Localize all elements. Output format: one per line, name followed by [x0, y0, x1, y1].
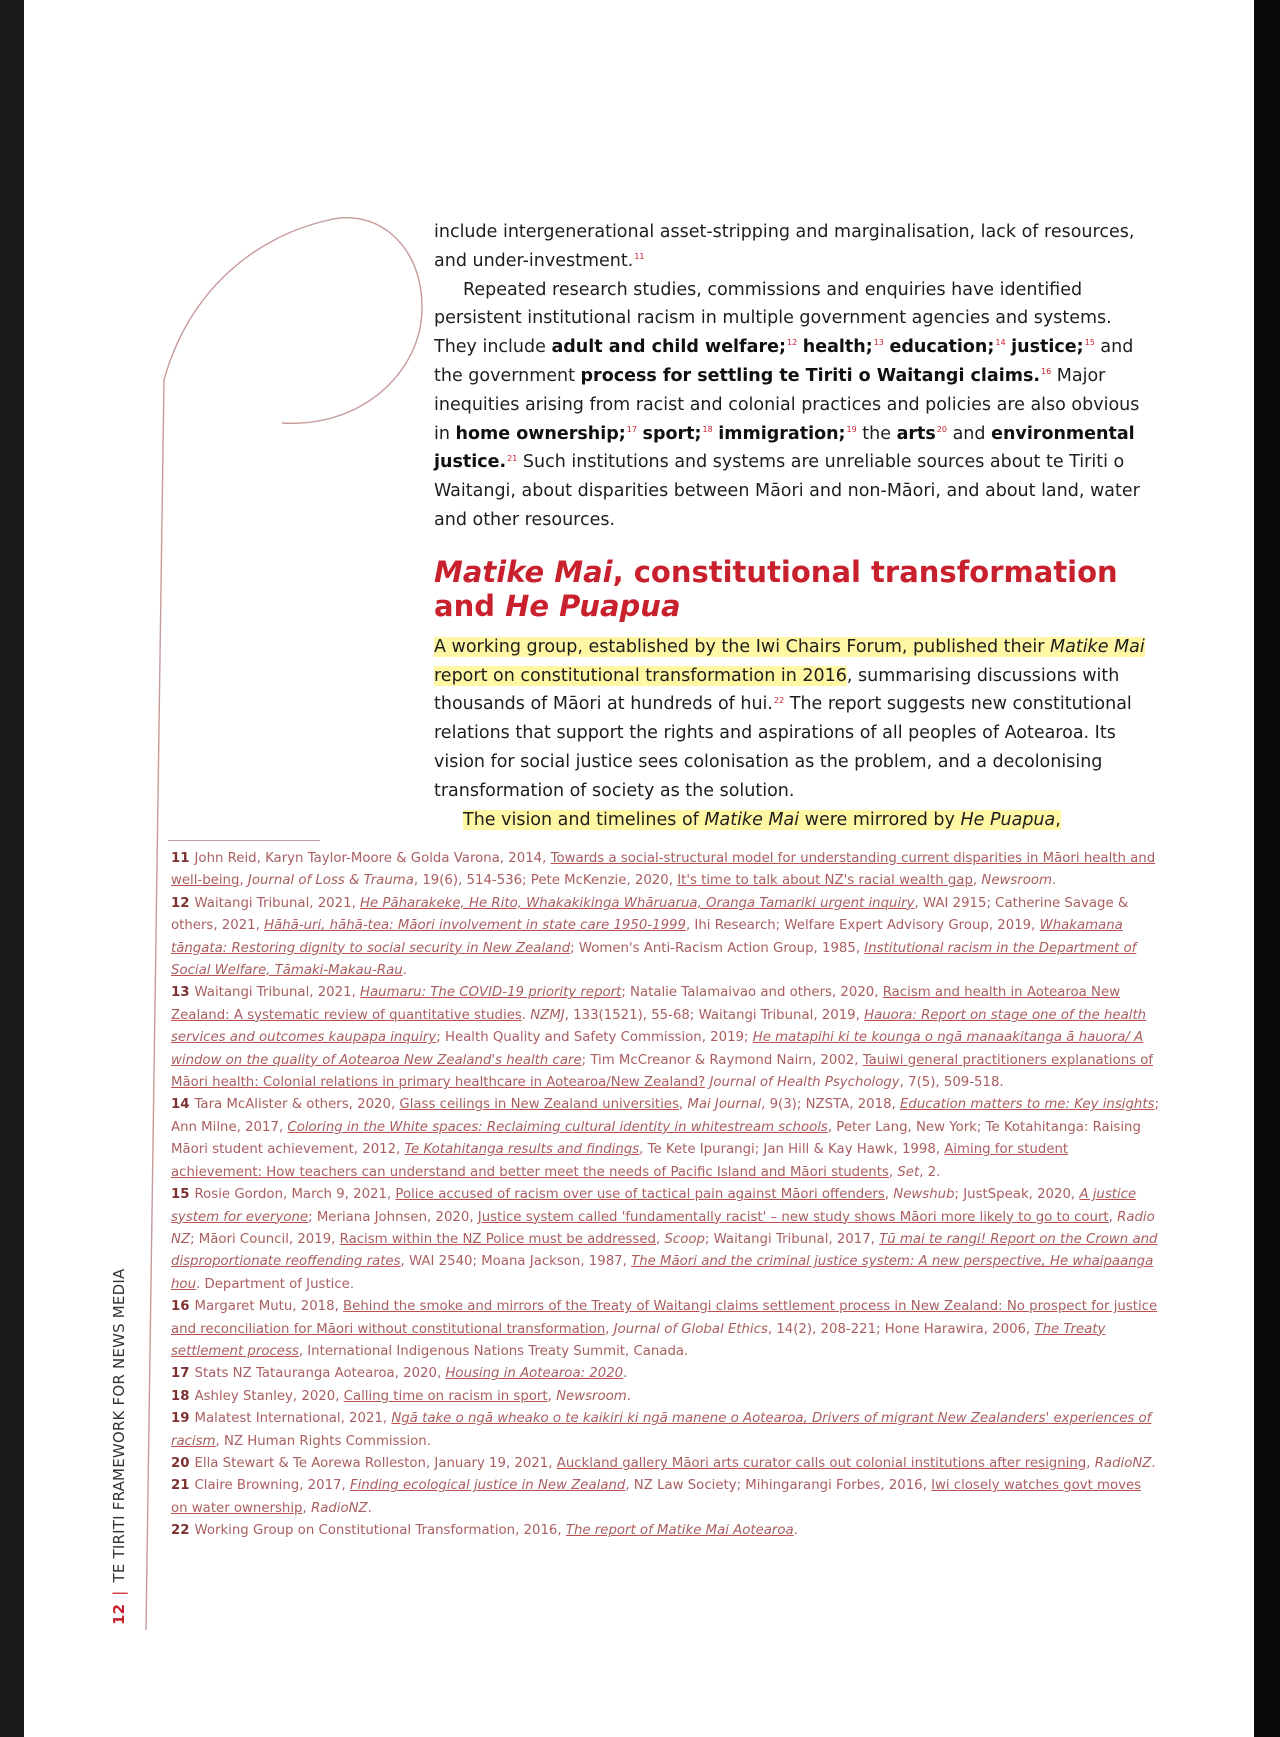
main-text-column: [434, 218, 1159, 834]
footnote-ref[interactable]: 11: [634, 251, 645, 261]
highlighted-text: A working group, established by the Iwi Chairs Forum, published their Matike Mai report on constitutional transformation in 2016: [434, 636, 1145, 686]
footnote-ref[interactable]: 16: [1041, 367, 1052, 377]
paragraph-1: include intergenerational asset-stripping and marginalisation, lack of resources, and under-investment.$^{11}$: [434, 222, 1135, 271]
footnote-link[interactable]: Hāhā-uri, hāhā-tea: Māori involvement in state care 1950-1999: [264, 918, 686, 934]
separator: |: [110, 1590, 128, 1596]
footnote-17: 17 Stats NZ Tatauranga Aotearoa, 2020, Housing in Aotearoa: 2020.: [171, 1366, 628, 1382]
paragraph-3: A working group, established by the Iwi Chairs Forum, published their Matike Mai report on constitutional transformation in 2016, summarising discussions with thousands of Māori at hundreds of hui.$^{22}$ The report suggests new constitutional relations that support the rights and aspirations of all peoples of Aotearoa. Its vision for social justice sees colonisation as the problem, and a decolonising transformation of society as the solution.: [434, 636, 1145, 801]
footnote-divider: [168, 840, 320, 841]
section-heading: Matike Mai, constitutional transformation and He Puapua: [434, 554, 1118, 623]
publication-title: TE TIRITI FRAMEWORK FOR NEWS MEDIA: [110, 1268, 128, 1583]
footnote-link[interactable]: Racism and health in Aotearoa New Zealand: A systematic review of quantitative studies: [171, 985, 1121, 1023]
footnote-link[interactable]: Haumaru: The COVID-19 priority report: [360, 985, 622, 1001]
footnote-link[interactable]: Behind the smoke and mirrors of the Treaty of Waitangi claims settlement process in New Zealand: No prospect for justice and reconciliation for Māori without constitutional transformation: [171, 1299, 1158, 1337]
footnote-link[interactable]: Towards a social-structural model for understanding current disparities in Māori health and well-being: [171, 851, 1156, 889]
footnote-link[interactable]: Racism within the NZ Police must be addressed: [339, 1231, 656, 1247]
footnote-19: 19 Malatest International, 2021, Ngā take o ngā wheako o te kaikiri ki ngā manene o Aotearoa, Drivers of migrant New Zealanders' experiences of racism, NZ Human Rights Commission.: [171, 1411, 1152, 1449]
footnote-ref[interactable]: 21: [507, 453, 518, 463]
footnote-link[interactable]: Whakamana tāngata: Restoring dignity to social security in New Zealand: [171, 918, 1123, 956]
footnote-link[interactable]: He Pāharakeke, He Rito, Whakakikinga Whāruarua, Oranga Tamariki urgent inquiry: [360, 895, 915, 911]
footnote-link[interactable]: Education matters to me: Key insights: [900, 1097, 1155, 1113]
paragraph-2: Repeated research studies, commissions and enquiries have identified persistent institutional racism in multiple government agencies and systems. They include adult and child welfare;$^{12}$ health;$^{13}$ education;$^{14}$ justice;$^{15}$ and the government process for settling te Tiriti o Waitangi claims.$^{16}$ Major inequities arising from racist and colonial practices and policies are also obvious in home ownership;$^{17}$ sport;$^{18}$ immigration;$^{19}$ the arts$^{20}$ and environmental justice.$^{21}$ Such institutions and systems are unreliable sources about te Tiriti o Waitangi, about disparities between Māori and non-Māori, and about land, water and other resources.: [434, 279, 1140, 530]
paragraph-4: [434, 806, 1159, 835]
footnote-link[interactable]: The report of Matike Mai Aotearoa: [565, 1523, 794, 1539]
footnote-ref[interactable]: 18: [702, 424, 713, 434]
footnote-ref[interactable]: 19: [846, 424, 857, 434]
footnote-ref[interactable]: 12: [786, 338, 798, 348]
footnotes-section: [171, 848, 1161, 1543]
footnote-ref[interactable]: 20: [936, 424, 948, 434]
footnote-link[interactable]: Institutional racism in the Department of Social Welfare, Tāmaki-Makau-Rau: [171, 940, 1137, 979]
running-footer-vertical: [110, 1269, 128, 1625]
footnote-link[interactable]: Justice system called 'fundamentally racist' – new study shows Māori more likely to go to court: [477, 1209, 1109, 1225]
footnote-ref[interactable]: 13: [873, 338, 884, 348]
footnote-link[interactable]: A justice system for everyone: [171, 1187, 1137, 1225]
footnote-link[interactable]: The Māori and the criminal justice system: A new perspective, He whaipaanga hou: [171, 1254, 1154, 1292]
footnote-link[interactable]: Hauora: Report on stage one of the health services and outcomes kaupapa inquiry: [171, 1007, 1147, 1046]
footnote-link[interactable]: It's time to talk about NZ's racial wealth gap: [677, 873, 973, 889]
footnote-link[interactable]: Housing in Aotearoa: 2020: [445, 1366, 624, 1382]
footnote-12: 12 Waitangi Tribunal, 2021, He Pāharakeke, He Rito, Whakakikinga Whāruarua, Oranga Tamariki urgent inquiry, WAI 2915; Catherine Savage & others, 2021, Hāhā-uri, hāhā-tea: Māori involvement in state care 1950-1999, Ihi Research; Welfare Expert Advisory Group, 2019, Whakamana tāngata: Restoring dignity to social security in New Zealand; Women's Anti-Racism Action Group, 1985, Institutional racism in the Department of Social Welfare, Tāmaki-Makau-Rau.: [171, 895, 1137, 979]
footnote-link[interactable]: Auckland gallery Māori arts curator calls out colonial institutions after resigning: [556, 1455, 1087, 1471]
footnote-link[interactable]: Police accused of racism over use of tactical pain against Māori offenders: [395, 1187, 885, 1203]
footnote-13: 13 Waitangi Tribunal, 2021, Haumaru: The COVID-19 priority report; Natalie Talamaivao and others, 2020, Racism and health in Aotearoa New Zealand: A systematic review of quantitative studies. NZMJ, 133(1521), 55-68; Waitangi Tribunal, 2019, Hauora: Report on stage one of the health services and outcomes kaupapa inquiry; Health Quality and Safety Commission, 2019; He matapihi ki te kounga o ngā manaakitanga ā hauora/ A window on the quality of Aotearoa New Zealand's health care; Tim McCreanor & Raymond Nairn, 2002, Tauiwi general practitioners explanations of Māori health: Colonial relations in primary healthcare in Aotearoa/New Zealand? Journal of Health Psychology, 7(5), 509-518.: [171, 985, 1154, 1091]
footnote-11: 11 John Reid, Karyn Taylor-Moore & Golda Varona, 2014, Towards a social-structural model for understanding current disparities in Māori health and well-being, Journal of Loss & Trauma, 19(6), 514-536; Pete McKenzie, 2020, It's time to talk about NZ's racial wealth gap, Newsroom.: [171, 851, 1156, 889]
footnote-ref[interactable]: 22: [774, 695, 785, 705]
footnote-ref[interactable]: 17: [626, 424, 637, 434]
footnote-20: 20 Ella Stewart & Te Aorewa Rolleston, January 19, 2021, Auckland gallery Māori arts curator calls out colonial institutions after resigning, RadioNZ.: [171, 1455, 1156, 1471]
footnote-ref[interactable]: 15: [1084, 338, 1095, 348]
footnote-22: 22 Working Group on Constitutional Transformation, 2016, The report of Matike Mai Aotearoa.: [171, 1523, 798, 1539]
viewer-edge: [1254, 0, 1280, 1737]
footnote-link[interactable]: Te Kotahitanga results and findings: [404, 1142, 640, 1158]
footnote-link[interactable]: Ngā take o ngā wheako o te kaikiri ki ngā manene o Aotearoa, Drivers of migrant New Zealanders' experiences of racism: [171, 1411, 1152, 1449]
footnote-ref[interactable]: 14: [995, 338, 1006, 348]
footnote-21: 21 Claire Browning, 2017, Finding ecological justice in New Zealand, NZ Law Society; Mihingarangi Forbes, 2016, Iwi closely watches govt moves on water ownership, RadioNZ.: [171, 1478, 1142, 1516]
footnote-link[interactable]: Finding ecological justice in New Zealand: [349, 1478, 626, 1494]
footnote-link[interactable]: He matapihi ki te kounga o ngā manaakitanga ā hauora/ A window on the quality of Aotearoa New Zealand's health care: [171, 1030, 1144, 1068]
footnote-link[interactable]: Iwi closely watches govt moves on water ownership: [171, 1478, 1142, 1516]
footnote-link[interactable]: Coloring in the White spaces: Reclaiming cultural identity in whitestream schools: [287, 1119, 828, 1135]
footnote-14: 14 Tara McAlister & others, 2020, Glass ceilings in New Zealand universities, Mai Journal, 9(3); NZSTA, 2018, Education matters to me: Key insights; Ann Milne, 2017, Coloring in the White spaces: Reclaiming cultural identity in whitestream schools, Peter Lang, New York; Te Kotahitanga: Raising Māori student achievement, 2012, Te Kotahitanga results and findings, Te Kete Ipurangi; Jan Hill & Kay Hawk, 1998, Aiming for student achievement: How teachers can understand and better meet the needs of Pacific Island and Māori students, Set, 2.: [171, 1097, 1159, 1180]
highlighted-text: The vision and timelines of Matike Mai were mirrored by He Puapua,: [463, 809, 1061, 830]
footnote-15: 15 Rosie Gordon, March 9, 2021, Police accused of racism over use of tactical pain against Māori offenders, Newshub; JustSpeak, 2020, A justice system for everyone; Meriana Johnsen, 2020, Justice system called 'fundamentally racist' – new study shows Māori more likely to go to court, Radio NZ; Māori Council, 2019, Racism within the NZ Police must be addressed, Scoop; Waitangi Tribunal, 2017, Tū mai te rangi! Report on the Crown and disproportionate reoffending rates, WAI 2540; Moana Jackson, 1987, The Māori and the criminal justice system: A new perspective, He whaipaanga hou. Department of Justice.: [171, 1187, 1158, 1292]
footnote-link[interactable]: Calling time on racism in sport: [343, 1388, 548, 1404]
footnote-link[interactable]: The Treaty settlement process: [171, 1321, 1106, 1359]
footnote-18: 18 Ashley Stanley, 2020, Calling time on racism in sport, Newsroom.: [171, 1388, 631, 1404]
footnote-link[interactable]: Tauiwi general practitioners explanations of Māori health: Colonial relations in primary healthcare in Aotearoa/New Zealand?: [171, 1052, 1154, 1091]
footnote-16: 16 Margaret Mutu, 2018, Behind the smoke and mirrors of the Treaty of Waitangi claims settlement process in New Zealand: No prospect for justice and reconciliation for Māori without constitutional transformation, Journal of Global Ethics, 14(2), 208-221; Hone Harawira, 2006, The Treaty settlement process, International Indigenous Nations Treaty Summit, Canada.: [171, 1299, 1158, 1359]
page-number: 12: [110, 1603, 128, 1625]
footnote-link[interactable]: Aiming for student achievement: How teachers can understand and better meet the needs of Pacific Island and Māori students: [171, 1142, 1069, 1180]
footnote-link[interactable]: Glass ceilings in New Zealand universities: [399, 1097, 679, 1113]
footnote-link[interactable]: Tū mai te rangi! Report on the Crown and disproportionate reoffending rates: [171, 1231, 1158, 1270]
document-page: [24, 0, 1254, 1737]
